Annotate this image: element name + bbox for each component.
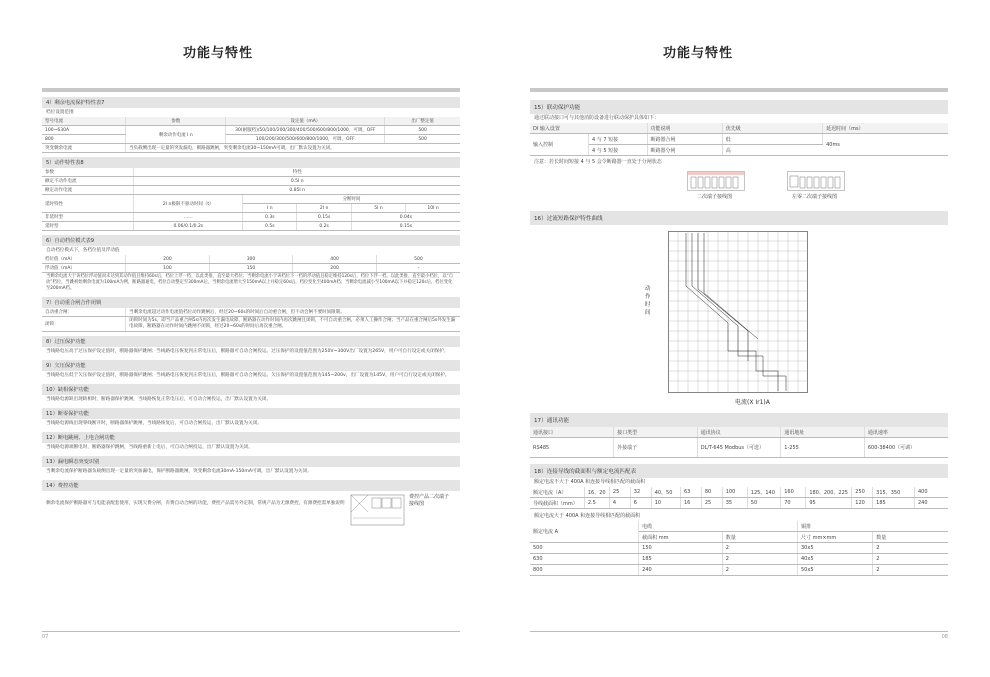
table-cell: 300 — [209, 255, 293, 264]
table-cell: 160 — [781, 487, 806, 498]
section-header: 5）动作特性表8 — [42, 157, 460, 168]
table-header: 通讯协议 — [697, 427, 781, 438]
table-cell: 600-38400（可调） — [864, 438, 948, 458]
table-cell: 500 — [376, 255, 460, 264]
section-text: 当线路电源线出现零线断开时，断路器保护跳闸，当线路恢复后，可自动合闸投运，出厂默认设置为关闭。 — [46, 421, 262, 426]
table-cell: 800 — [530, 565, 639, 576]
table-cell: 5I n — [351, 204, 405, 213]
table-cell: 突变剩余电流 — [42, 144, 126, 153]
table-cell: 25 — [609, 487, 630, 498]
table-cell: 50x5 — [798, 565, 873, 576]
table-cell: 0.15s — [351, 222, 460, 231]
table-cell: 400 — [914, 487, 948, 498]
table-header: 设定值（mA） — [226, 117, 385, 126]
table-cell: 240 — [639, 565, 723, 576]
table-cell: 当剩余电流超过动作电流值档位动作跳闸后，经过20~60s的时间后自动重合闸，但不动会闸不要时间限制。 — [126, 308, 460, 317]
table-cell: 2 — [722, 554, 797, 565]
fee-control-wiring-diagram — [350, 494, 405, 526]
section-text: 当剩余电流大于该档位浮动值而未达到其动作值且维持60s后，档位上浮一档，以此类推，直至最大档位；当剩余电流小于该档位下一档的浮动值且稳定维持120s后，档位下浮一档，以此类推，直至最小档位，以“自动”档位，当跳初始剩余电流为100mA为例，断路器通电，档位自动整定至300mA后，当剩余电流增大至150mA以上并稳定60s后，档位变化至400mA档；当剩余电流减小至100mA以下并稳定120s后，档位变化至200mA档。 — [46, 274, 454, 291]
table-header: 延迟时间（ms） — [823, 123, 948, 134]
table-header: 数量 — [873, 532, 948, 543]
table-cell: 延时型 — [42, 222, 134, 231]
section-subtitle: 档位设置范围 — [46, 110, 74, 115]
table-cell: 120 — [852, 498, 873, 509]
section-header: 4）剩余电流保护特性表7 — [42, 97, 460, 108]
table-cell: 导线截面积（mm） — [530, 498, 584, 509]
table-cell: 4 与 7 短接 — [589, 134, 648, 145]
table-cell: 95 — [806, 498, 852, 509]
table-cell: 500 — [385, 126, 460, 135]
table-cell: 自动重合闸： — [42, 308, 126, 317]
table-cell: 2I n — [297, 204, 351, 213]
table-cell: 630 — [530, 554, 639, 565]
table-cell: 4 与 5 短接 — [589, 145, 648, 156]
reclose-table — [42, 308, 460, 332]
page-title: 功能与特性 — [663, 46, 734, 61]
title-divider — [530, 88, 948, 92]
terminal-diagram-1 — [687, 171, 745, 191]
table-cell: 70 — [781, 498, 806, 509]
table-cell: 63 — [680, 487, 701, 498]
table-cell: 100~630A — [42, 126, 126, 135]
table-cell: 档位值（mA） — [42, 255, 126, 264]
title-divider — [42, 88, 460, 92]
right-content — [530, 97, 948, 576]
table-cell: 500 — [385, 135, 460, 144]
table-cell: 2.5 — [584, 498, 609, 509]
table-cell: 150 — [209, 264, 293, 273]
table-cell: 断路器合闸 — [647, 134, 722, 145]
terminal-diagram-2 — [787, 171, 845, 191]
table-header: 铜排 — [798, 521, 949, 532]
table-cell: 50 — [747, 498, 780, 509]
table-cell: 2 — [722, 565, 797, 576]
table-cell: RS485 — [530, 438, 614, 458]
table-cell: 40ms — [823, 134, 948, 156]
table-cell: 浮动值（mA） — [42, 264, 126, 273]
overcurrent-curve-chart — [530, 225, 948, 407]
table-cell: 100 — [126, 264, 210, 273]
cable-area-table-small — [530, 487, 948, 509]
table-cell: 特性 — [134, 168, 460, 177]
action-characteristic-table — [42, 168, 460, 231]
section-header: 17）通讯功能 — [530, 413, 948, 427]
section-header: 12）断电跳闸、上电合闸功能 — [42, 432, 460, 443]
table-cell: 500 — [530, 543, 639, 554]
section-note: 注意：若长时间短接 4 与 5 会令断路器一直处于分闸状态 — [534, 159, 662, 165]
table-header: 接口类型 — [614, 427, 698, 438]
table-cell: 125、140 — [747, 487, 780, 498]
table-cell: 非延时型 — [42, 213, 134, 222]
table-cell: 延时特性 — [42, 195, 134, 213]
section-text: 当剩余电流保护断路器负载侧出现一定量的突加漏电，保护断路器跳闸，突变剩余电流30mA-150mA可调，出厂默认设置为关闭。 — [46, 469, 312, 474]
table-cell: 240 — [914, 498, 948, 509]
section-header: 18）连接导线的截面积与额定电流匹配表 — [530, 464, 948, 478]
section-subtitle: 自动档位模式下，各档位值及浮动值 — [46, 248, 120, 253]
table-cell: 闭锁： — [42, 317, 126, 332]
table-cell: 0.3s — [243, 213, 297, 222]
table-header: 参数 — [126, 117, 226, 126]
table-cell: 0.04s — [351, 213, 460, 222]
table-cell: 100 — [722, 487, 747, 498]
table-header: 优先级 — [722, 123, 822, 134]
table-cell: 25 — [701, 498, 722, 509]
table-cell: 315、350 — [873, 487, 915, 498]
table-cell: 40x5 — [798, 554, 873, 565]
section-header: 7）自动重合闸合作闭锁 — [42, 297, 460, 308]
page-number: 07 — [42, 631, 460, 640]
table-header: 尺寸 mm×mm — [798, 532, 873, 543]
chart-y-label: 动作时间 — [645, 286, 651, 316]
table-header: 型号电流 — [42, 117, 126, 126]
table-cell: 10 — [651, 498, 680, 509]
left-content — [42, 97, 460, 526]
table-cell: 30(耐服档)/50/100/200/300/400/500/600/800/1000，可调，OFF — [226, 126, 385, 135]
table-cell: DL/T-645 Modbus（可选） — [697, 438, 781, 458]
table-cell: 断路器分闸 — [647, 145, 722, 156]
section-subtitle: 通过联动接口可与其他消防设备进行联动保护具体如下： — [534, 115, 660, 121]
table-cell: 2 — [873, 565, 948, 576]
table-cell: 2 — [722, 543, 797, 554]
table-cell: 6 — [630, 498, 651, 509]
residual-current-table — [42, 117, 460, 153]
table-cell: 150 — [639, 543, 723, 554]
table-header: 通讯速率 — [864, 427, 948, 438]
section-text: 当线路电源缺出现缺相时，断路器保护跳闸，当线路恢复正常电压后，可自动合闸投运，出厂默认设置为关闭。 — [46, 397, 272, 402]
table-header: 数量 — [722, 532, 797, 543]
table-cell: 2 — [873, 554, 948, 565]
table-cell: 输入控制 — [530, 134, 589, 156]
section-header: 13）漏电瞬态突变识别 — [42, 456, 460, 467]
table-cell: 0.15s — [297, 213, 351, 222]
diagram-caption: 左零二次端子接线图 — [792, 194, 838, 200]
table-header: 通讯接口 — [530, 427, 614, 438]
table-cell: 额定动作电流 — [42, 186, 134, 195]
section-header: 16）过流短路保护特性曲线 — [530, 211, 948, 225]
page-title: 功能与特性 — [183, 46, 254, 61]
table-cell: 80 — [701, 487, 722, 498]
section-header: 9）欠压保护功能 — [42, 360, 460, 371]
table-cell: 400 — [293, 255, 377, 264]
table-cell: 闭锁时间为5s，即当产品重合闸5s内再次发生漏电故障，断路器在动作时间内再次跳闸且闭锁，不可自动重合闸，必须人工操作合闸；当产品在重合闸后5s外发生漏电故障，断路器在动作时间内跳闸不闭锁，经过20~60s的时间后再次重合闸。 — [126, 317, 460, 332]
curve-plot — [668, 231, 808, 393]
table-cell: 0.5I n — [134, 177, 460, 186]
auto-gear-table — [42, 255, 460, 273]
section-text: 剩余电流保护断路器可与电能表配套使用，实现欠费分闸，有费自动合闸的功能，费控产品需另外定制，常规产品为无源费控，有源费控需单独说明 — [46, 501, 345, 506]
table-cell: I n — [243, 204, 297, 213]
table-header: DI 输入设置 — [530, 123, 647, 134]
linkage-table — [530, 123, 948, 156]
section-text: 当线路电源端断电时，断路器保护跳闸，当线路重新上电后，可自动合闸投运，出厂默认设置为关闭。 — [46, 445, 253, 450]
page-number: 08 — [530, 631, 948, 640]
table-cell: 0.2s — [297, 222, 351, 231]
table-cell: 0.06/0.1/0.2s — [134, 222, 243, 231]
table-cell: 10I n — [406, 204, 460, 213]
table-cell: 800 — [42, 135, 126, 144]
table-header: 出厂整定值 — [385, 117, 460, 126]
table-cell: 2 — [873, 543, 948, 554]
table-cell: 200 — [126, 255, 210, 264]
table-cell: 外接端子 — [614, 438, 698, 458]
table-header: 电缆 — [639, 521, 798, 532]
section-text: 当线路电压高于过压保护设定值时，断路器保护跳闸；当线路电压恢复到正常电压后，断路器可自动合闸投运。过压保护的设置值范围为250V~300V出厂设置为265V，用户可自行设定或关闭保护。 — [46, 349, 449, 354]
table-cell: 32 — [630, 487, 651, 498]
table-cell: 185 — [873, 498, 915, 509]
diagram-caption: 二次端子接线图 — [697, 194, 733, 200]
communication-table — [530, 427, 948, 458]
table-header: 额定电流 A — [530, 521, 639, 543]
table-cell: 16、20 — [584, 487, 609, 498]
section-header: 6）自动档位模式表9 — [42, 235, 460, 246]
table-cell: 2I n极限不驱动时间（t） — [134, 195, 243, 213]
table-cell: - — [376, 264, 460, 273]
section-header: 15）联动保护功能 — [530, 100, 948, 114]
table-cell: 35 — [722, 498, 747, 509]
section-subtitle: 额定电流大于 400A 和连接导线相匹配的截面积 — [534, 513, 641, 519]
table-cell: 185 — [639, 554, 723, 565]
diagram-caption: 费控产品二次端子接线图 — [409, 494, 450, 507]
table-cell: 分断时间 — [243, 195, 460, 204]
section-header: 11）断零保护功能 — [42, 408, 460, 419]
right-page — [495, 0, 990, 677]
chart-x-label: 电流(X Ir1)A — [735, 399, 770, 406]
table-cell: 40、50 — [651, 487, 680, 498]
table-cell: 16 — [680, 498, 701, 509]
table-cell: 当负载侧出现一定量的突发漏电，断路器跳闸，突变剩余电流30~150mA可调，出厂默认设置为关闭。 — [126, 144, 460, 153]
table-cell: 额定电流（A） — [530, 487, 584, 498]
section-header: 8）过压保护功能 — [42, 336, 460, 347]
table-cell: 4 — [609, 498, 630, 509]
section-header: 14）费控功能 — [42, 480, 460, 491]
table-cell: 200 — [293, 264, 377, 273]
table-cell: 0.85I n — [134, 186, 460, 195]
table-cell: 剩余动作电流 I n — [126, 126, 226, 144]
table-header: 通讯地址 — [781, 427, 865, 438]
section-header: 10）缺相保护功能 — [42, 384, 460, 395]
table-header: 截面积 mm — [639, 532, 723, 543]
table-cell: 30x5 — [798, 543, 873, 554]
table-cell: 100/200/300/500/600/800/1000，可调，OFF — [226, 135, 385, 144]
section-text: 当线路电压低于欠压保护设定值时，断路器保护跳闸；当线路电压恢复到正常电压后，断路器可自动合闸投运。欠压保护的设置值范围为145~200v，出厂设置为145V，用户可自行设定或关闭保护。 — [46, 373, 450, 378]
table-cell: 低 — [722, 134, 822, 145]
table-header: 功能说明 — [647, 123, 722, 134]
table-cell: 高 — [722, 145, 822, 156]
table-cell: 参数 — [42, 168, 134, 177]
cable-area-table-large — [530, 521, 948, 576]
table-cell: …… — [134, 213, 243, 222]
table-cell: 1-255 — [781, 438, 865, 458]
table-cell: 180、200、225 — [806, 487, 852, 498]
table-cell: 0.5s — [243, 222, 297, 231]
table-cell: 额定不动作电流 — [42, 177, 134, 186]
section-subtitle: 额定电流不大于 400A 和连接导线相匹配的截面积 — [534, 479, 646, 485]
table-cell: 250 — [852, 487, 873, 498]
